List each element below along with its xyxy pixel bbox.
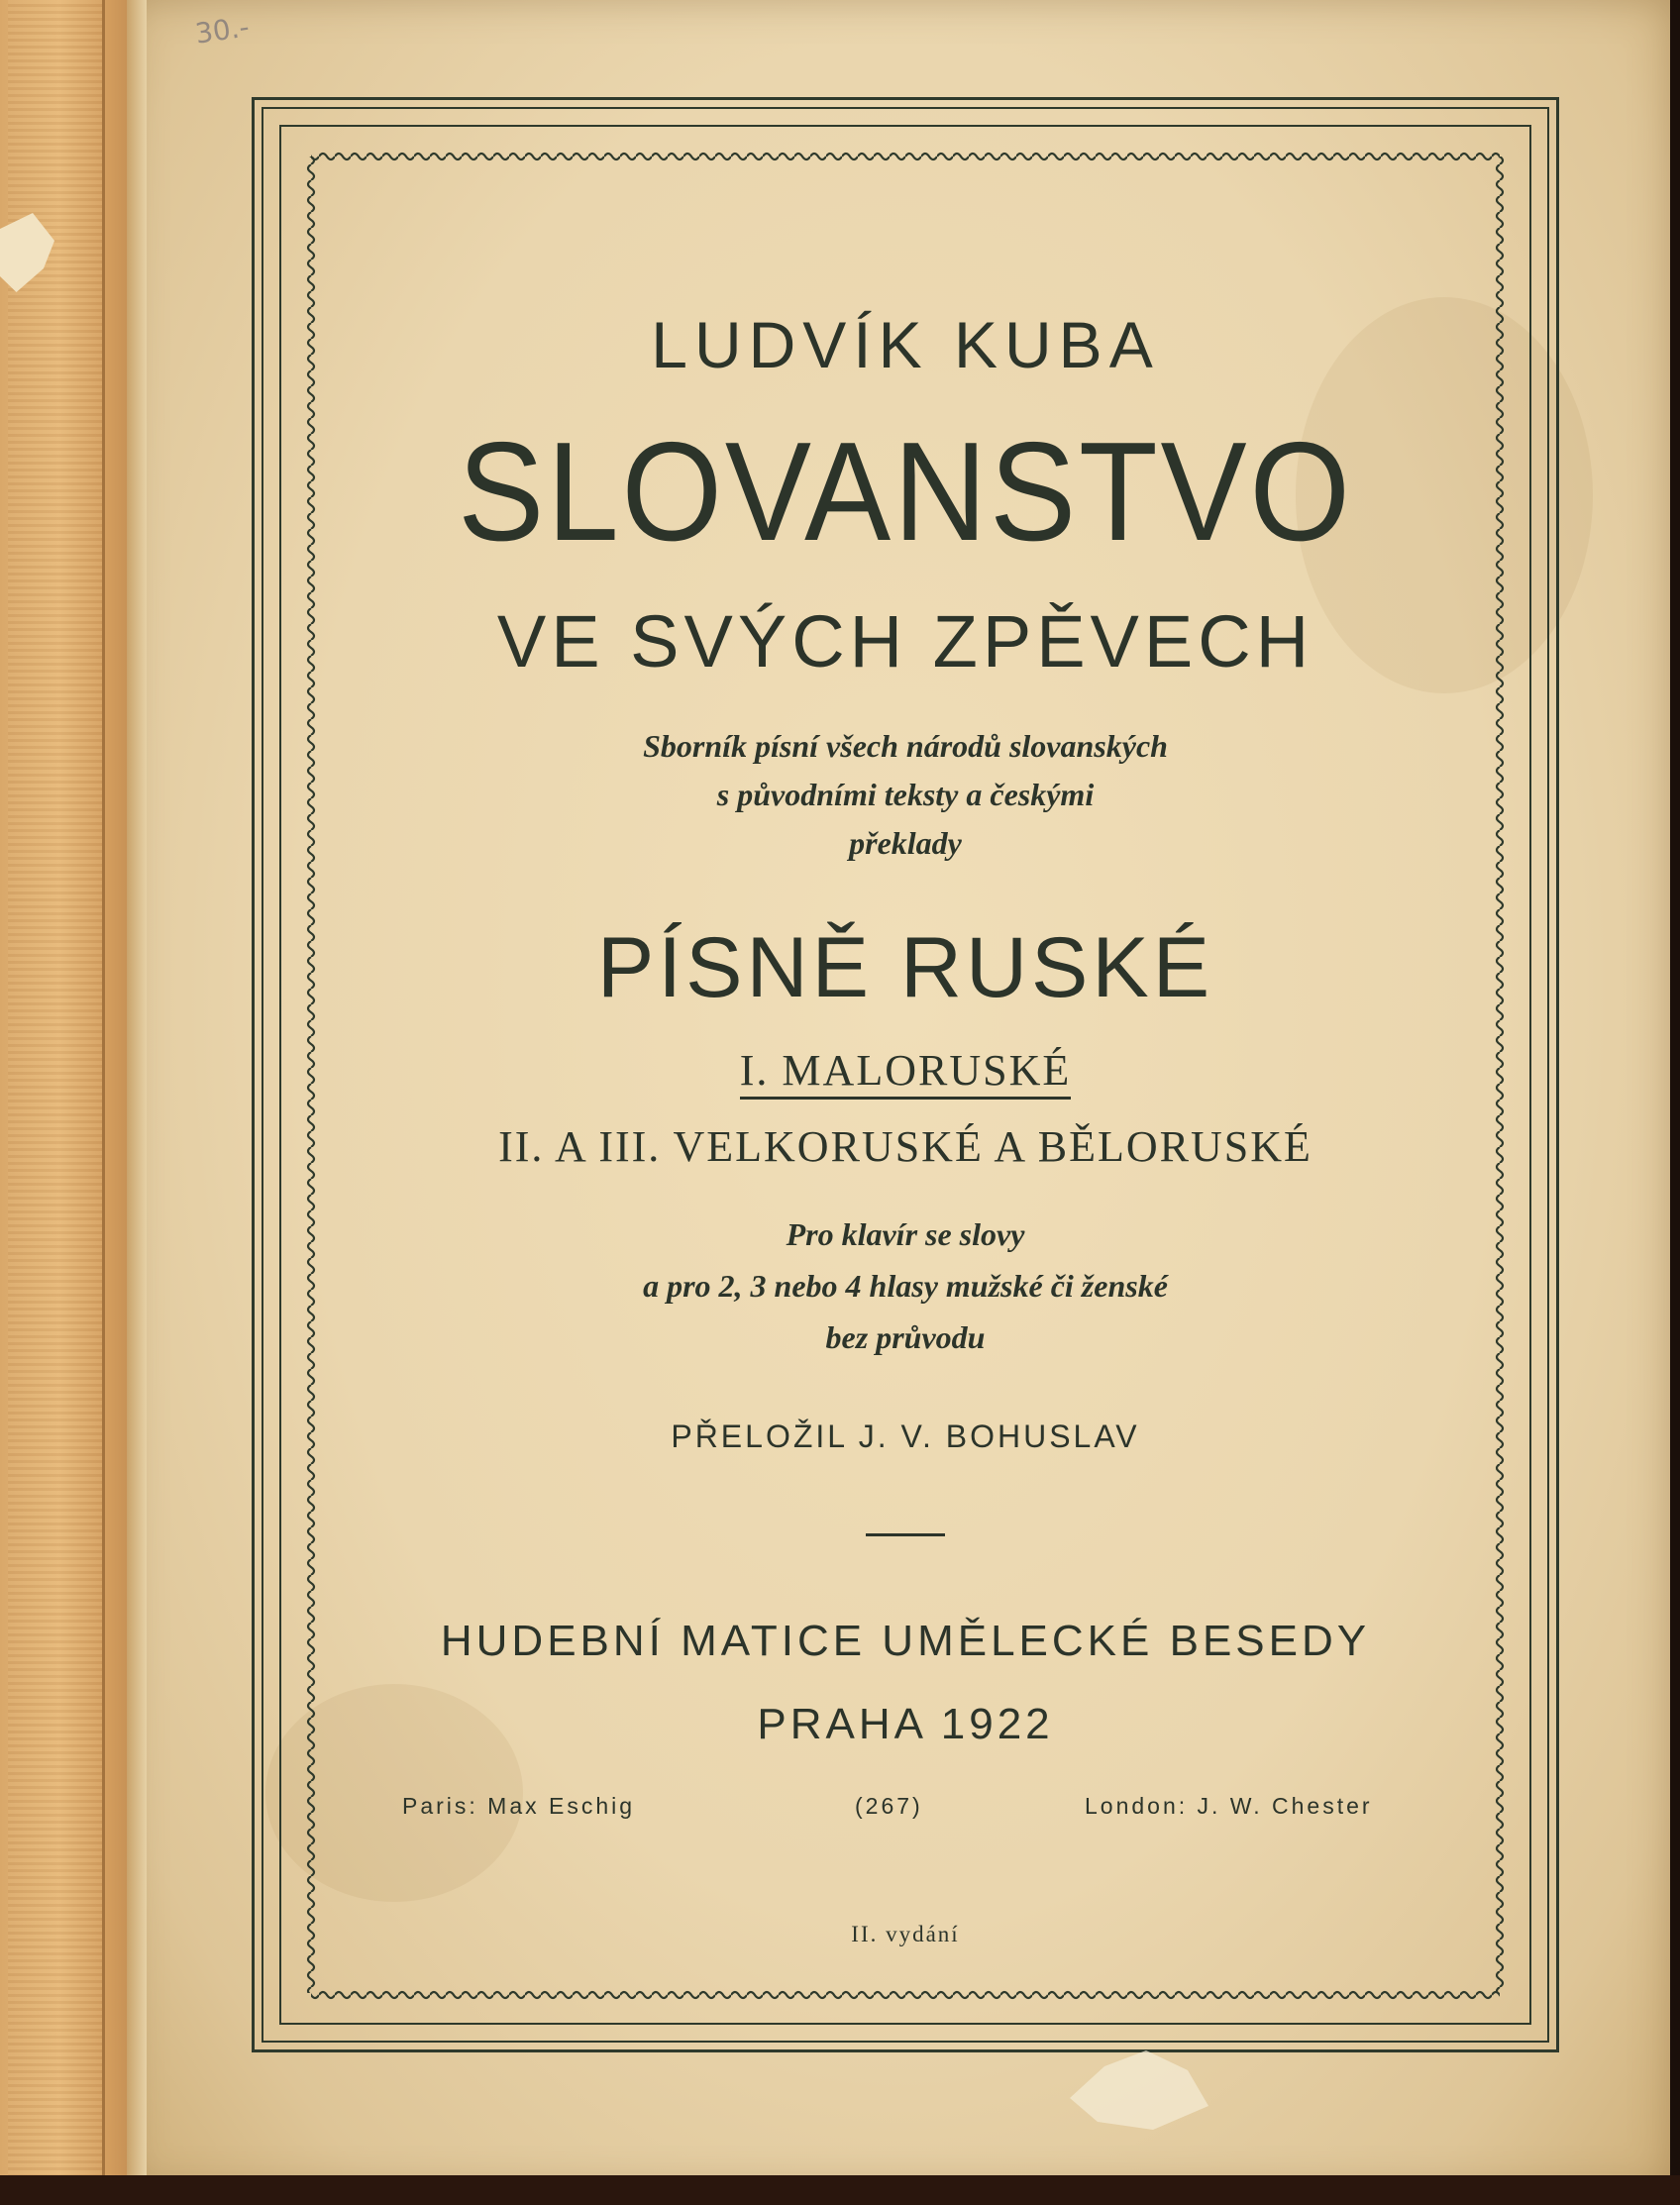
arrangement-line: a pro 2, 3 nebo 4 hlasy mužské či ženské — [643, 1268, 1168, 1304]
catalog-number: (267) — [855, 1793, 923, 1819]
spine-texture — [8, 0, 105, 2205]
handwritten-note: 30.- — [192, 10, 252, 51]
section-title: PÍSNĚ RUSKÉ — [596, 920, 1214, 1015]
translator-credit: PŘELOŽIL J. V. BOHUSLAV — [671, 1418, 1140, 1454]
edition-note: II. vydání — [851, 1922, 960, 1946]
distributor-london: London: J. W. Chester — [1085, 1793, 1373, 1819]
part-two-heading: II. A III. VELKORUSKÉ A BĚLORUSKÉ — [498, 1122, 1312, 1171]
arrangement-line: Pro klavír se slovy — [786, 1216, 1025, 1252]
arrangement-line: bez průvodu — [825, 1319, 986, 1355]
part-one-heading — [327, 1045, 1484, 1096]
book-subtitle: VE SVÝCH ZPĚVECH — [496, 600, 1314, 682]
description-line: překlady — [849, 825, 962, 861]
book-title: SLOVANSTVO — [458, 413, 1353, 571]
bottom-shadow — [0, 2175, 1680, 2205]
page-edge — [127, 0, 147, 2189]
description-line: s původními teksty a českými — [716, 777, 1095, 812]
distributor-paris: Paris: Max Eschig — [402, 1793, 636, 1819]
cover-content — [327, 168, 1484, 1981]
description-line: Sborník písní všech národů slovanských — [643, 728, 1168, 764]
publisher-name: HUDEBNÍ MATICE UMĚLECKÉ BESEDY — [440, 1617, 1371, 1665]
part-one-label: I. MALORUSKÉ — [740, 1046, 1071, 1100]
place-and-year: PRAHA 1922 — [757, 1700, 1054, 1748]
author-name: LUDVÍK KUBA — [651, 308, 1160, 381]
divider-rule — [866, 1533, 945, 1536]
